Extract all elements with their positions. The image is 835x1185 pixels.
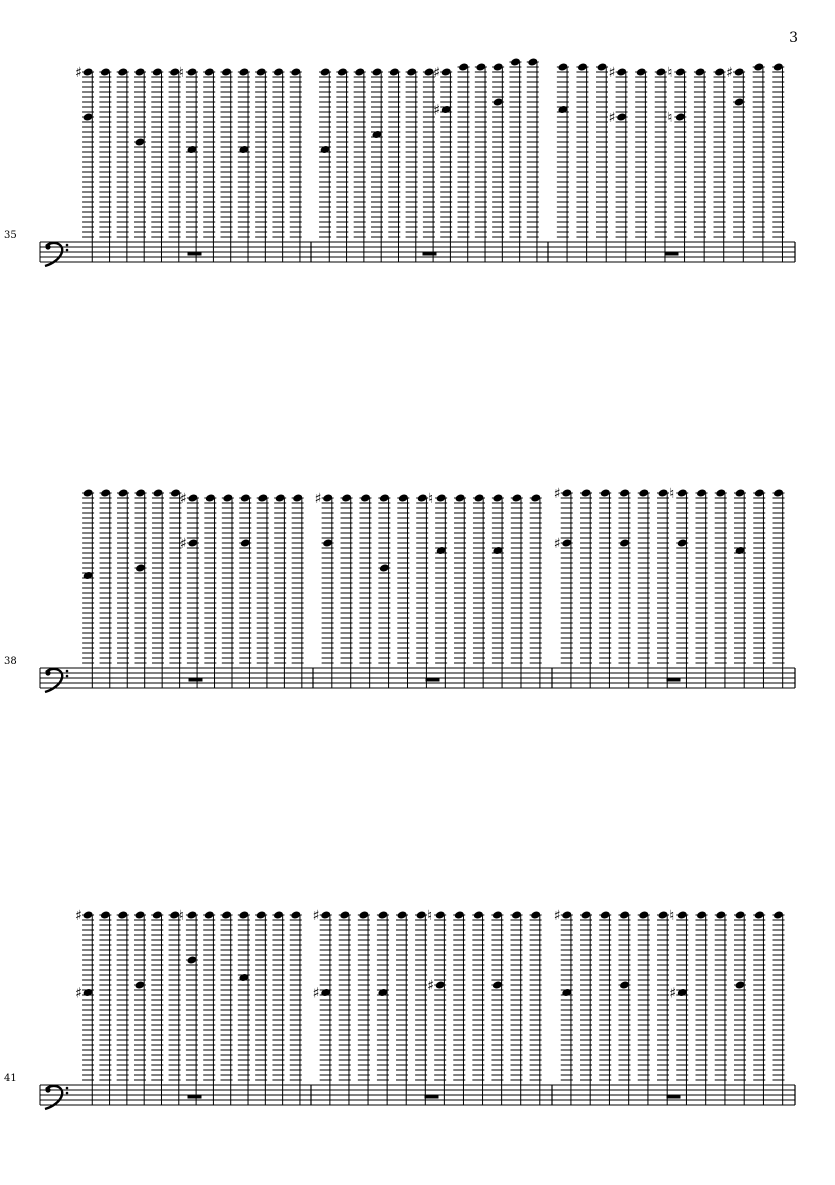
measure [313, 908, 542, 1105]
whole-rest [188, 252, 202, 256]
measure [315, 491, 542, 688]
accidental: ♯ [726, 65, 733, 81]
measure [319, 57, 539, 262]
measure [82, 488, 304, 688]
measure [75, 908, 302, 1105]
accidental: ♮ [178, 908, 184, 924]
system-2 [4, 486, 795, 692]
clef-dot-upper [66, 244, 69, 247]
accidental: ♯ [312, 985, 320, 1002]
accidental: ♯ [179, 491, 187, 507]
bass-clef-dot [45, 1087, 50, 1092]
accidental: ♯ [433, 102, 440, 119]
accidental: ♯ [608, 65, 616, 81]
clef-dot-upper [66, 1087, 69, 1090]
measure [557, 62, 784, 262]
whole-rest [426, 678, 440, 682]
clef-dot-upper [66, 670, 69, 673]
measure-number: 35 [4, 230, 17, 241]
accidental: ♮ [669, 908, 675, 924]
whole-rest [189, 678, 203, 682]
accidental: ♯ [314, 491, 322, 507]
accidental: ♯ [75, 985, 82, 1002]
measure [554, 908, 785, 1105]
accidental: ♯ [553, 486, 561, 502]
whole-rest [667, 1095, 681, 1099]
accidental: ♯ [75, 908, 82, 924]
measure-number: 38 [4, 656, 17, 667]
accidental: ♯ [427, 978, 434, 994]
accidental: ♮ [669, 486, 675, 502]
whole-rest [425, 1095, 439, 1099]
measure-number: 41 [4, 1073, 17, 1084]
bass-clef-dot [45, 244, 50, 249]
whole-rest [667, 678, 681, 682]
measure [75, 65, 302, 262]
accidental: ♮ [427, 908, 433, 924]
system-3 [4, 908, 795, 1109]
whole-rest [665, 252, 679, 256]
accidental: ♯ [669, 985, 677, 1002]
accidental: ♮ [428, 491, 434, 507]
clef-dot-lower [66, 1092, 69, 1095]
accidental: ♯ [75, 65, 82, 81]
accidental: ♯ [553, 908, 561, 924]
whole-rest [188, 1095, 202, 1099]
whole-rest [423, 252, 437, 256]
accidental: ♯ [179, 536, 187, 552]
accidental: ♯ [553, 536, 561, 552]
accidental: ♯ [433, 65, 440, 81]
system-1 [4, 57, 795, 266]
accidental: ♮ [667, 110, 673, 126]
accidental: ♮ [178, 65, 184, 81]
clef-dot-lower [66, 675, 69, 678]
clef-dot-lower [66, 249, 69, 252]
accidental: ♯ [608, 110, 616, 126]
bass-clef-dot [45, 670, 50, 675]
measure [554, 486, 785, 688]
accidental: ♮ [667, 65, 673, 81]
page-number: 3 [789, 30, 798, 46]
accidental: ♯ [312, 908, 320, 924]
